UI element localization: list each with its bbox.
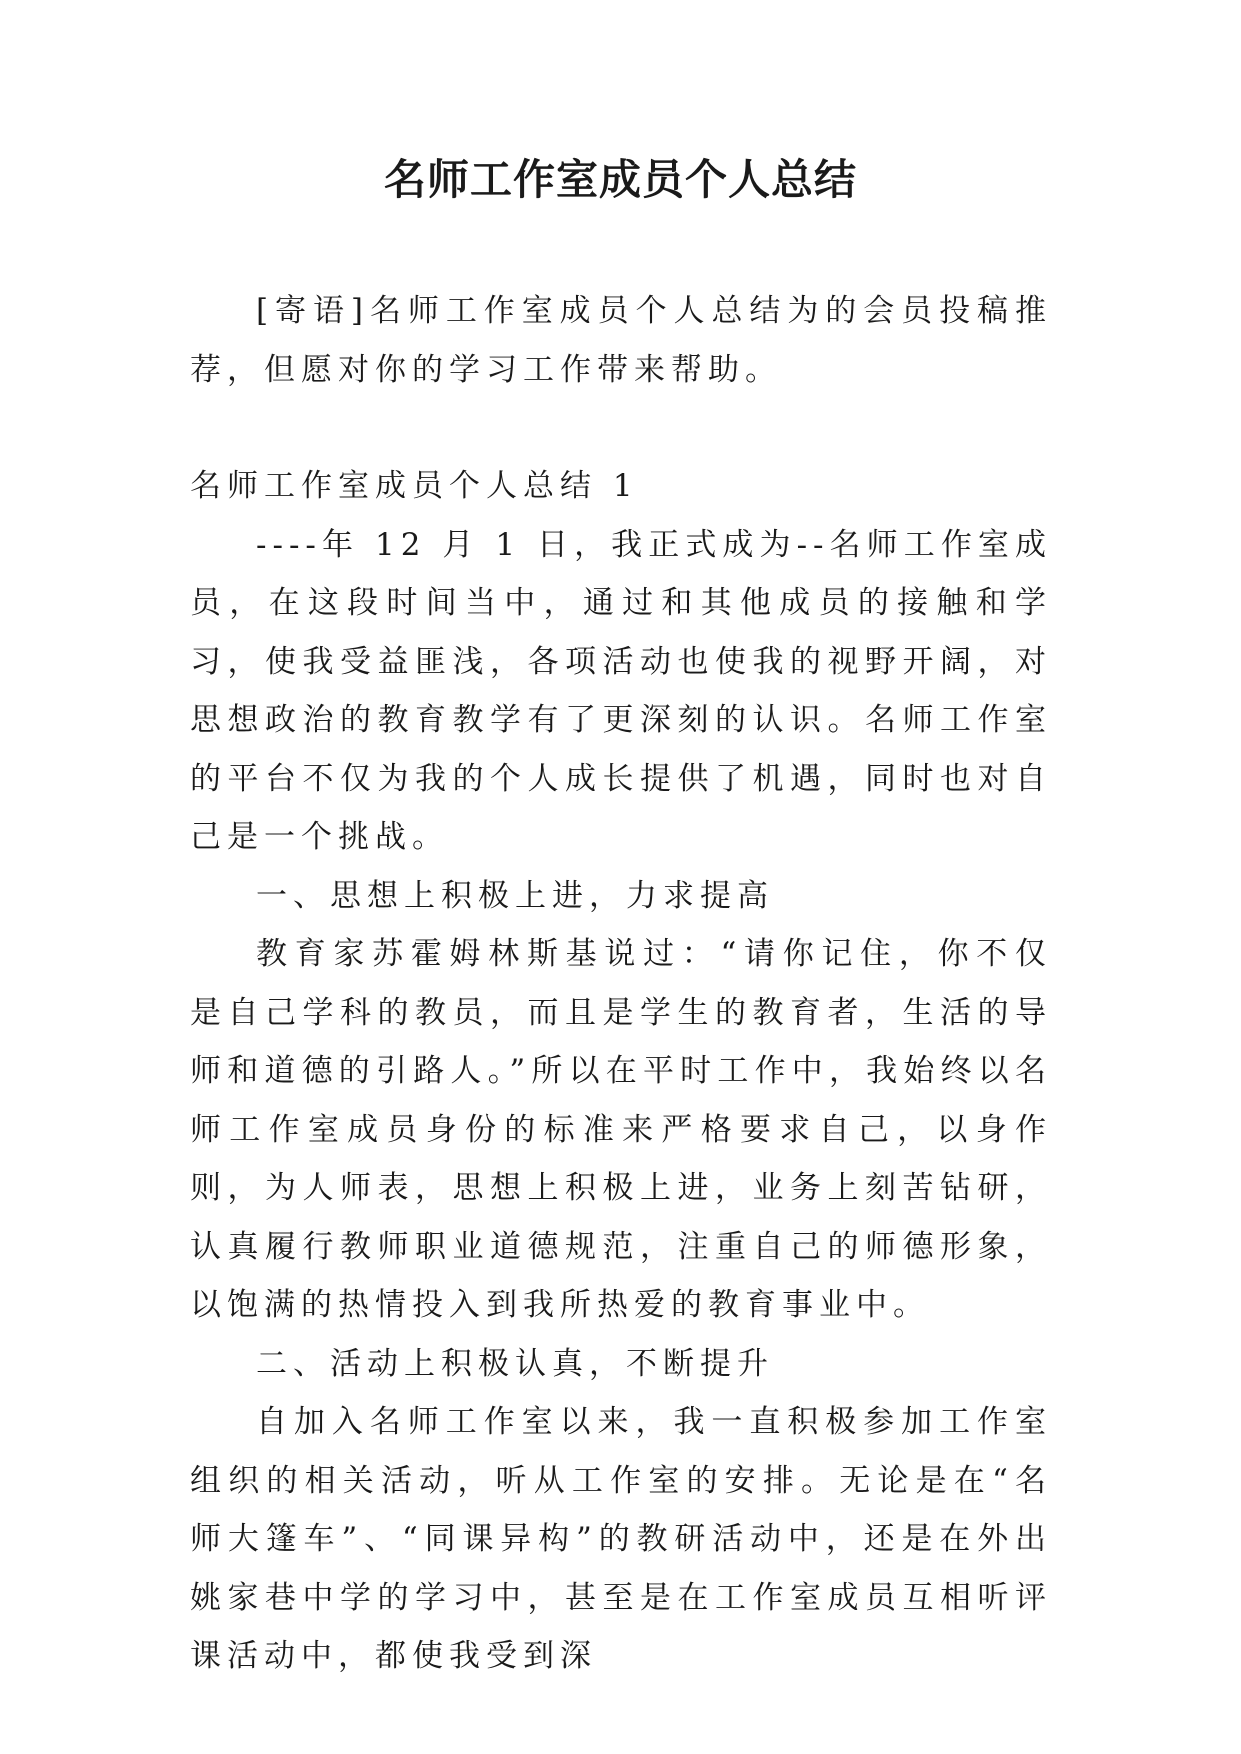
subheading: 二、活动上积极认真，不断提升 [256, 1345, 774, 1382]
intro-paragraph: [寄语]名师工作室成员个人总结为的会员投稿推荐，但愿对你的学习工作带来帮助。 [190, 293, 1052, 388]
subheading: 一、思想上积极上进，力求提高 [256, 877, 774, 914]
body-paragraph: 教育家苏霍姆林斯基说过：“请你记住，你不仅是自己学科的教员，而且是学生的教育者，生活的导师和道德的引路人。”所以在平时工作中，我始终以名师工作室成员身份的标准来严格要求自己，以身作则，为人师表，思想上积极上进，业务上刻苦钻研，认真履行教师职业道德规范，注重自己的师德形象，以饱满的热情投入到我所热爱的教育事业中。 [190, 936, 1052, 1323]
body-paragraph: ----年 12 月 1 日，我正式成为--名师工作室成员，在这段时间当中，通过和其他成员的接触和学习，使我受益匪浅，各项活动也使我的视野开阔，对思想政治的教育教学有了更深刻的认识。名师工作室的平台不仅为我的个人成长提供了机遇，同时也对自己是一个挑战。 [190, 526, 1052, 855]
paragraph-gap [190, 399, 1052, 457]
document-body [190, 282, 1052, 1686]
document-title: 名师工作室成员个人总结 [383, 155, 857, 204]
section-title: 名师工作室成员个人总结 1 [190, 468, 639, 504]
body-paragraph: 自加入名师工作室以来，我一直积极参加工作室组织的相关活动，听从工作室的安排。无论是在“名师大篷车”、“同课异构”的教研活动中，还是在外出姚家巷中学的学习中，甚至是在工作室成员互相听评课活动中，都使我受到深 [190, 1404, 1052, 1674]
